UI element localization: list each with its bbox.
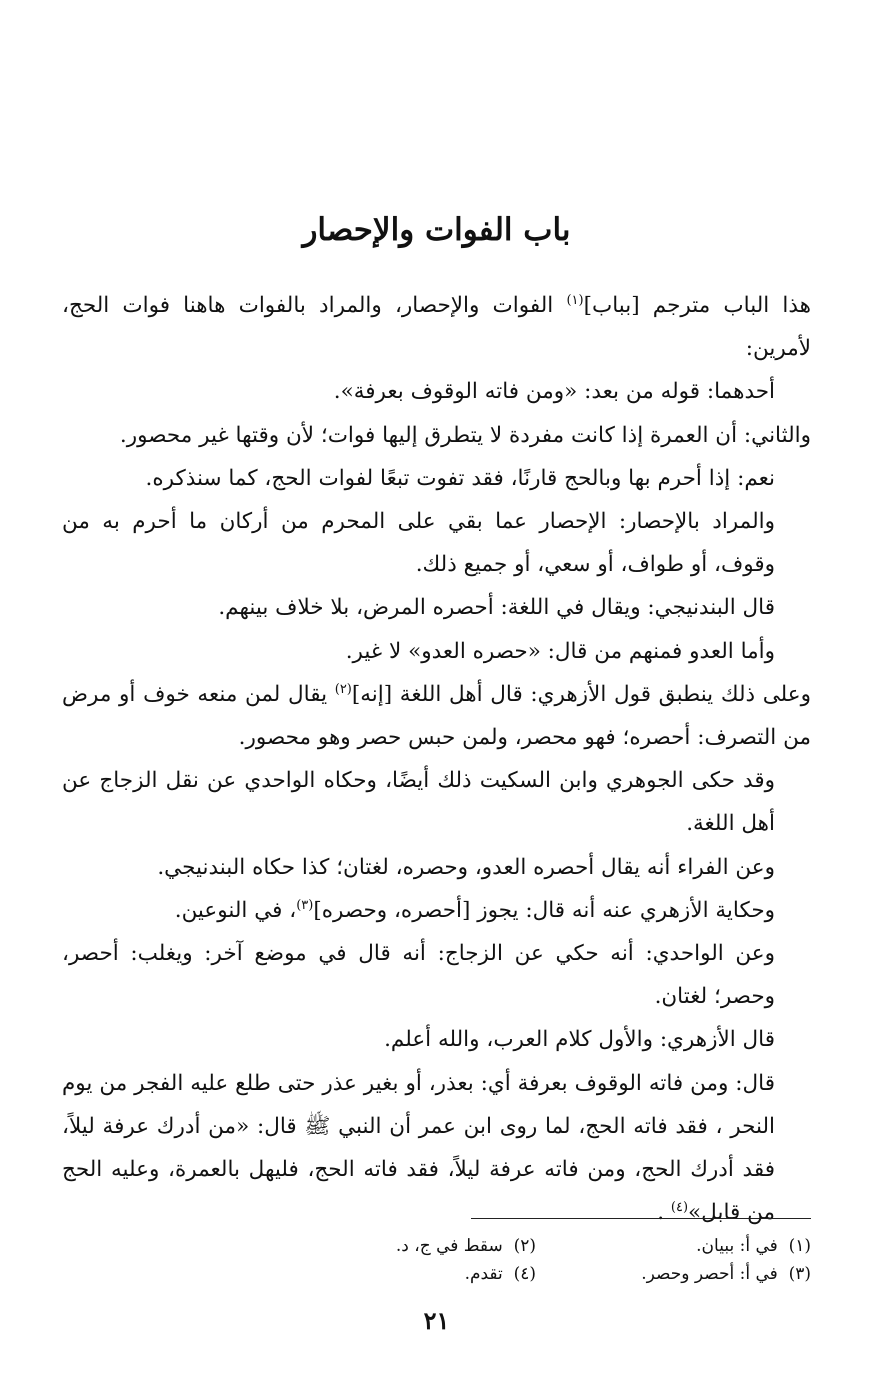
paragraph: وقد حكى الجوهري وابن السكيت ذلك أيضًا، وحكاه الواحدي عن نقل الزجاج عن أهل اللغة. (62, 768, 775, 837)
footnote-ref: (٢) (334, 681, 352, 697)
paragraph: وعن الفراء أنه يقال أحصره العدو، وحصره، لغتان؛ كذا حكاه البندنيجي. (157, 854, 775, 880)
footnote-row (261, 1232, 811, 1260)
paragraph: وعن الواحدي: أنه حكي عن الزجاج: أنه قال في موضع آخر: ويغلب: أحصر، وحصر؛ لغتان. (62, 941, 775, 1010)
footnote-ref: (٣) (296, 897, 314, 913)
paragraph: نعم: إذا أحرم بها وبالحج قارنًا، فقد تفوت تبعًا لفوات الحج، كما سنذكره. (145, 465, 775, 491)
paragraph: قال الأزهري: والأول كلام العرب، والله أعلم. (384, 1027, 775, 1053)
paragraph: قال: ومن فاته الوقوف بعرفة أي: بعذر، أو بغير عذر حتى طلع عليه الفجر من يوم النحر ، فقد فاته الحج، لما روى ابن عمر أن النبي ﷺ قال: «من أدرك عرفة ليلاً، فقد أدرك الحج، ومن فاته عرفة ليلاً، فقد فاته الحج، فليهل بالعمرة، وعليه الحج من قابل»$^{(٤)}$ . (62, 1070, 775, 1226)
footnote-item: (٣) في أ: أحصر وحصر. (641, 1264, 811, 1284)
footnote-item: (٤) تقدم. (464, 1264, 536, 1284)
paragraph: والثاني: أن العمرة إذا كانت مفردة لا يتطرق إليها فوات؛ لأن وقتها غير محصور. (119, 422, 811, 448)
footnote-ref: (١) (566, 292, 584, 308)
paragraph: هذا الباب مترجم [بباب]$^{(١)}$ الفوات والإحصار، والمراد بالفوات هاهنا فوات الحج، لأمرين: (62, 292, 811, 362)
paragraph: وعلى ذلك ينطبق قول الأزهري: قال أهل اللغة [إنه]$^{(٢)}$ يقال لمن منعه خوف أو مرض من التصرف: أحصره؛ فهو محصر، ولمن حبس حصر وهو محصور. (62, 681, 812, 751)
footnote-row (261, 1260, 811, 1288)
paragraph: قال البندنيجي: ويقال في اللغة: أحصره المرض، بلا خلاف بينهم. (218, 595, 775, 621)
chapter-title: باب الفوات والإحصار (302, 212, 571, 248)
paragraph: وأما العدو فمنهم من قال: «حصره العدو» لا غير. (345, 638, 775, 664)
footnotes (261, 1232, 811, 1288)
paragraph: والمراد بالإحصار: الإحصار عما بقي على المحرم من أركان ما أحرم به من وقوف، أو طواف، أو سعي، أو جميع ذلك. (62, 509, 775, 578)
footnote-ref: (٤) (670, 1200, 689, 1216)
paragraph: وحكاية الأزهري عنه أنه قال: يجوز [أحصره، وحصره]$^{(٣)}$، في النوعين. (174, 897, 775, 923)
body-text (62, 284, 811, 1234)
footnote-item: (٢) سقط في ج، د. (395, 1236, 536, 1256)
page-number: ٢١ (423, 1306, 450, 1335)
paragraph: أحدهما: قوله من بعد: «ومن فاته الوقوف بعرفة». (333, 379, 775, 405)
footnote-divider (471, 1218, 811, 1219)
footnote-item: (١) في أ: ببيان. (696, 1236, 811, 1256)
